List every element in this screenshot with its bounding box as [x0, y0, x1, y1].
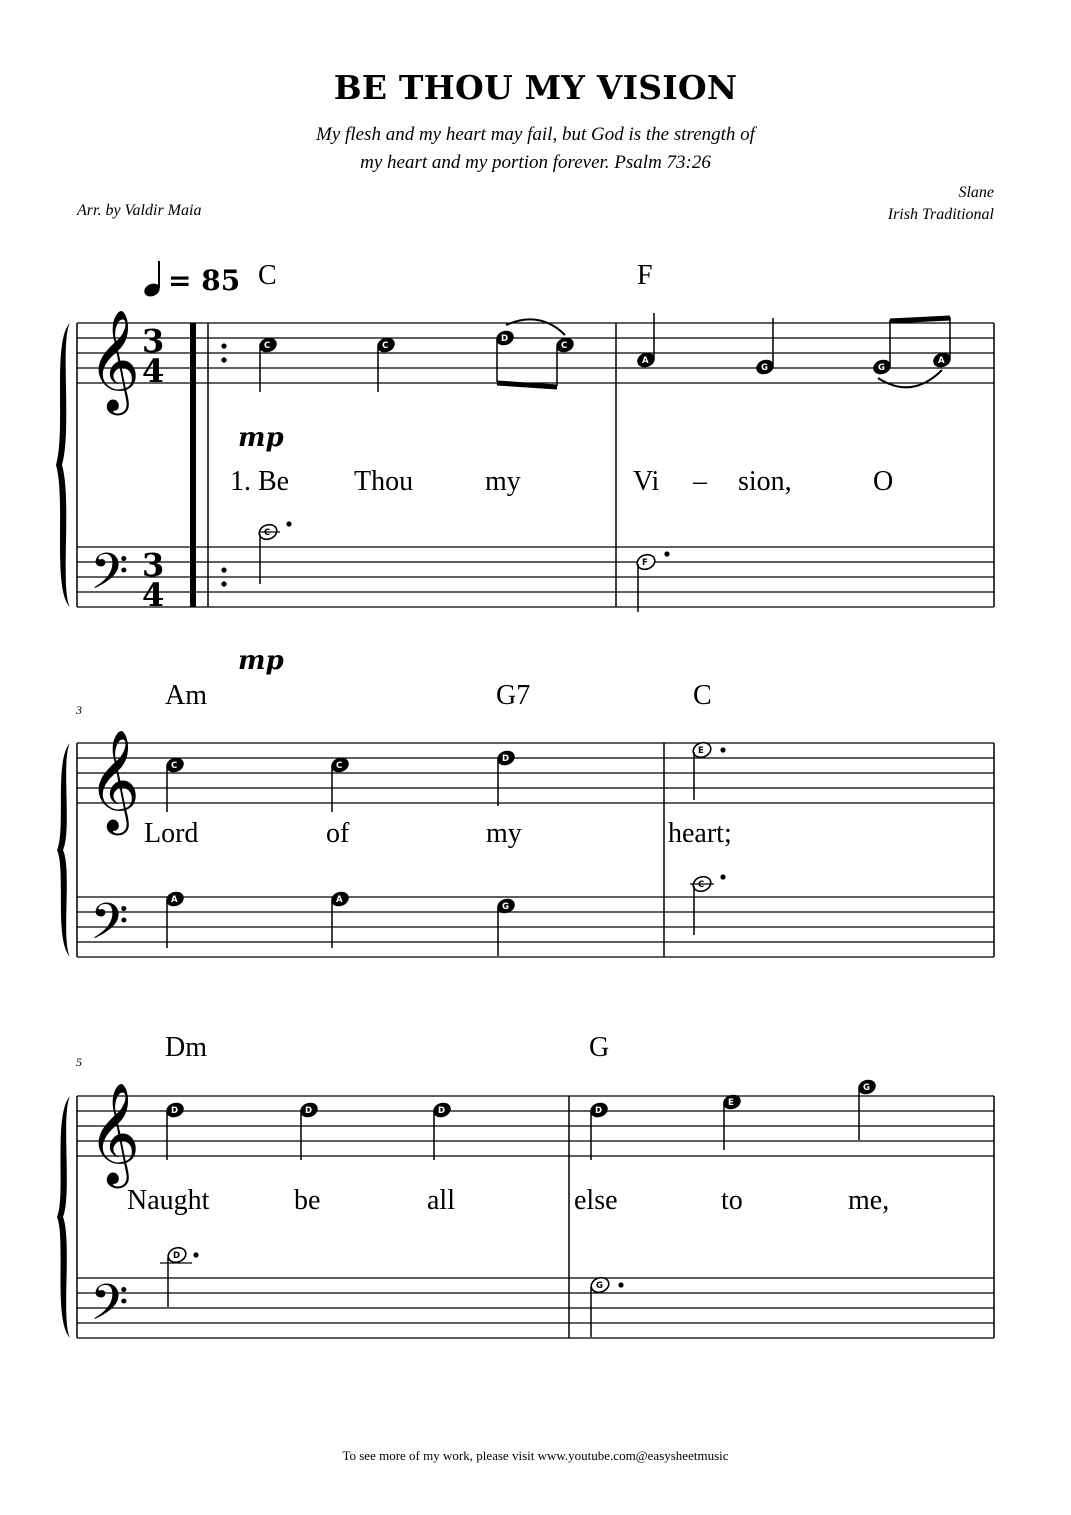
treble-note [431, 1100, 453, 1160]
svg-text:C: C [382, 341, 389, 351]
brace-icon [56, 323, 70, 607]
svg-text:A: A [336, 895, 343, 905]
bass-note [329, 889, 351, 948]
slur [506, 319, 565, 335]
lyric-syllable: to [721, 1185, 743, 1216]
lyric-syllable: O [873, 466, 894, 497]
treble-note [635, 313, 657, 370]
svg-text:G: G [761, 363, 768, 373]
footer-note: To see more of my work, please visit www.youtube.com@easysheetmusic [342, 1448, 729, 1463]
svg-text:A: A [171, 895, 178, 905]
treble-note [495, 748, 517, 806]
chord-symbol: G7 [496, 680, 531, 711]
tune-name: Slane [958, 184, 994, 201]
lyric-syllable: Thou [354, 466, 414, 497]
arranger-credit: Arr. by Valdir Maia [77, 202, 202, 219]
chord-symbol: G [589, 1032, 610, 1063]
svg-text:D: D [502, 754, 510, 764]
svg-text:A: A [938, 356, 945, 366]
brace-icon [57, 743, 70, 957]
svg-text:D: D [171, 1106, 179, 1116]
svg-text:C: C [336, 761, 343, 771]
svg-text:D: D [305, 1106, 313, 1116]
quarter-note-icon [142, 261, 162, 299]
bass-note [495, 896, 517, 956]
composer-credit: Irish Traditional [887, 206, 994, 223]
treble-note [298, 1100, 320, 1160]
bass-note [160, 1245, 199, 1307]
subtitle-line-1: My flesh and my heart may fail, but God is the strength of [316, 124, 755, 145]
bass-note [589, 1275, 623, 1337]
bass-clef-icon: 𝄢 [90, 1274, 129, 1344]
lyric-hyphen: – [693, 466, 707, 497]
lyric-syllable: sion, [738, 466, 792, 497]
svg-text:C: C [698, 880, 705, 890]
measure-number: 5 [76, 1055, 82, 1069]
lyric-syllable: of [326, 818, 350, 849]
treble-note [494, 328, 516, 382]
svg-text:G: G [863, 1083, 870, 1093]
treble-note [164, 1100, 186, 1160]
treble-clef-icon: 𝄞 [88, 308, 141, 411]
measure-number: 3 [76, 703, 82, 717]
svg-text:C: C [561, 341, 568, 351]
svg-text:G: G [502, 902, 509, 912]
chord-symbol: C [693, 680, 712, 711]
lyric-syllable: Lord [144, 818, 199, 849]
treble-note [691, 740, 725, 800]
lyric-syllable: my [486, 818, 522, 849]
system-1 [56, 308, 994, 614]
time-sig-top: 3 [142, 322, 165, 360]
treble-note [931, 317, 953, 370]
lyric-syllable: me, [848, 1185, 890, 1216]
treble-note [588, 1100, 610, 1160]
lyric-syllable: all [427, 1185, 455, 1216]
svg-text:C: C [264, 341, 271, 351]
bass-clef-icon: 𝄢 [90, 543, 129, 613]
bass-note [690, 874, 726, 935]
lyric-syllable: Vi [633, 466, 660, 497]
treble-clef-icon: 𝄞 [88, 728, 141, 831]
dynamic-marking: mp [238, 646, 284, 676]
svg-text:D: D [501, 334, 509, 344]
slur [878, 370, 942, 387]
subtitle-line-2: my heart and my portion forever. Psalm 73:26 [360, 152, 711, 173]
bass-note [257, 521, 291, 584]
lyric-syllable: else [574, 1185, 618, 1216]
treble-note [871, 320, 893, 377]
time-sig-bottom: 4 [142, 352, 165, 390]
chord-symbol: Dm [165, 1032, 207, 1063]
treble-clef-icon: 𝄞 [88, 1081, 141, 1184]
svg-text:C: C [171, 761, 178, 771]
dynamic-marking: mp [238, 423, 284, 453]
bass-clef-icon: 𝄢 [90, 893, 129, 963]
lyric-syllable: 1. Be [230, 466, 290, 497]
time-sig-bottom-bass: 4 [142, 576, 165, 614]
chord-symbol: Am [165, 680, 207, 711]
brace-icon [57, 1096, 70, 1338]
tempo-marking: = 85 [168, 264, 241, 297]
svg-text:F: F [642, 558, 648, 568]
lyric-syllable: Naught [127, 1185, 210, 1216]
svg-text:A: A [642, 356, 649, 366]
time-sig-top-bass: 3 [142, 546, 165, 584]
lyric-syllable: my [485, 466, 521, 497]
chord-symbol: C [258, 260, 277, 291]
bass-note [635, 551, 669, 612]
svg-text:E: E [698, 746, 704, 756]
svg-text:D: D [438, 1106, 446, 1116]
svg-text:G: G [596, 1281, 603, 1291]
score-title: BE THOU MY VISION [333, 68, 738, 107]
treble-note [554, 335, 576, 386]
lyric-syllable: heart; [668, 818, 732, 849]
lyric-syllable: be [294, 1185, 321, 1216]
svg-text:C: C [264, 528, 271, 538]
svg-text:D: D [595, 1106, 603, 1116]
treble-note [856, 1077, 878, 1140]
treble-note [754, 318, 776, 377]
chord-symbol: F [637, 260, 653, 291]
svg-text:E: E [728, 1098, 734, 1108]
bass-note [164, 889, 186, 948]
svg-text:G: G [878, 363, 885, 373]
svg-text:D: D [173, 1251, 181, 1261]
